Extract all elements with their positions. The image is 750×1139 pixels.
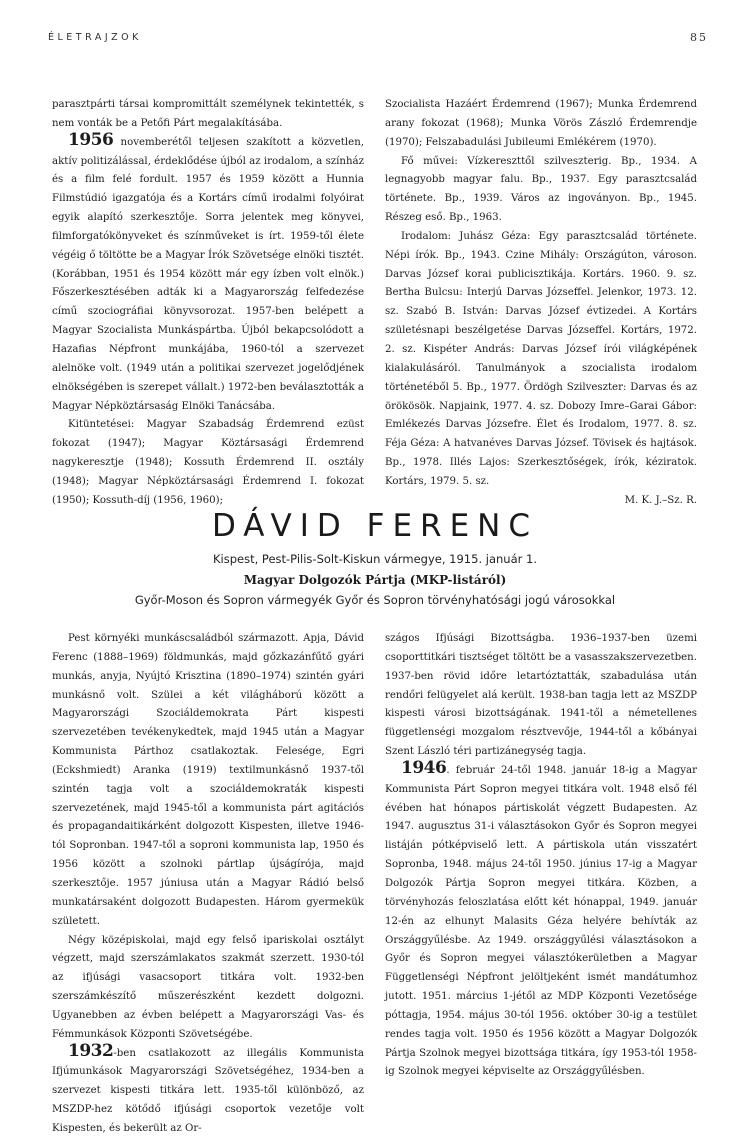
paragraph <box>52 630 364 932</box>
paragraph-text: parasztpárti társai kompromittált személynek tekintették, s nem vonták be a Petőfi Párt megalakításába. <box>52 99 364 129</box>
paragraph-text: szágos Ifjúsági Bizottságba. 1936–1937-ben üzemi csoporttitkári tisztséget töltött be a vasasszakszervezetben. 1937-ben rövid időre letartóztatták, szabadulása után rendőri felügyelet alá került. 1938-ban tagja lett az MSZDP kispesti városi bizottságának. 1941-től a németellenes függetlenségi mozgalom résztvevője, 1944-től a kőbányai Szent László téri partizánegység tagja. <box>385 633 697 758</box>
entry-right-column <box>385 630 697 1082</box>
prev-entry-right-column <box>385 96 697 511</box>
entry-title: DÁVID FERENC <box>211 508 538 544</box>
paragraph-text: . február 24-től 1948. január 18-ig a Magyar Kommunista Párt Sopron megyei titkára volt. 1948 első fél évében hat hónapos pártiskolát végzett Budapesten. Az 1947. augusztus 31-i választásokon Győr és Sopron megyei listáján pótképviselő lett. A pártiskola után visszatért Sopronba, 1948. május 24-től 1950. június 17-ig a Magyar Dolgozók Pártja Sopron megyei titkára. Közben, a törvényhozás feloszlatása előtt két hónappal, 1949. január 12-én az elhunyt Malasits Géza helyére behívták az Országgyűlésbe. Az 1949. országgyűlési választásokon a Győr és Sopron megyei választókerületben a Magyar Függetlenségi Népfront jelöltjeként ismét mandátumhoz jutott. 1951. március 1-jétől az MDP Központi Vezetősége póttagja, 1954. május 30-tól 1956. október 30-ig a testület rendes tagja volt. 1950 és 1956 között a Magyar Dolgozók Pártja Szolnok megyei bizottsága titkára, így 1953-tól 1958-ig Szolnok megyei képviselte az Országgyűlésben. <box>385 764 697 1078</box>
year-initial: 1956 <box>68 129 114 150</box>
paragraph: Irodalom: Juhász Géza: Egy parasztcsalád története. Népi írók. Bp., 1943. Czine Mihály: Országúton, városon. Darvas József korai publicisztikája. Kortárs. 1960. 9. sz. Bertha Bulcsu: Interjú Darvas Józseffel. Jelenkor, 1973. 12. sz. Szabó B. István: Darvas József évtizedei. A Kortárs születésnapi beszélgetése Darvas Józseffel. Kortárs, 1972. 2. sz. Kispéter András: Darvas József írói világképének kialakulásáról. Tanulmányok a szocialista irodalom történetéből 5. Bp., 1977. Ördögh Szilveszter: Darvas és az örökösök. Napjaink, 1977. 4. sz. Dobozy Imre–Garai Gábor: Emlékezés Darvas Józsefre. Élet és Irodalom, 1977. 8. sz. Féja Géza: A hatvanéves Darvas József. Tövisek és hajtások. Bp., 1978. Illés Lajos: Szerkesztőségek, írók, kéziratok. Kortárs, 1979. 5. sz. <box>385 230 697 487</box>
party-line: Magyar Dolgozók Pártja (MKP-listáról) <box>243 573 507 587</box>
birth-line: Kispest, Pest-Pilis-Solt-Kiskun vármegye, 1915. január 1. <box>213 552 537 566</box>
paragraph <box>385 757 697 1082</box>
prev-entry-left-column <box>52 96 364 511</box>
paragraph <box>52 1040 364 1139</box>
district-line: Győr-Moson és Sopron vármegyék Győr és Sopron törvényhatósági jogú városokkal <box>134 593 616 607</box>
paragraph <box>385 630 697 762</box>
paragraph <box>52 932 364 1045</box>
author-signature: M. K. J.–Sz. R. <box>624 494 697 506</box>
running-head: ÉLETRAJZOK <box>48 32 142 43</box>
paragraph <box>52 96 364 134</box>
year-initial: 1946 <box>401 757 447 778</box>
paragraph <box>52 129 364 417</box>
paragraph-text: -ben csatlakozott az illegális Kommunista Ifjúmunkások Magyarországi Szövetségéhez, 1934-ben a szervezet kispesti titkára lett. 1935-től különböző, az MSZDP-hez kötődő ifjúsági csoportok vezetője volt Kispesten, és bekerült az Or- <box>52 1047 364 1134</box>
paragraph <box>52 416 364 510</box>
paragraph-text: novemberétől teljesen szakított a közvetlen, aktív politizálással, érdeklődése újból az irodalom, a színház és a film felé fordult. 1957 és 1959 között a Hunnia Filmstúdió igazgatója és a Kortárs című irodalmi folyóirat egyik alapító szerkesztője. Sorra jelentek meg könyvei, filmforgatókönyveket és színműveket is írt. 1959-től élete végéig ő töltötte be a Magyar Írók Szövetsége elnöki tisztét. (Korábban, 1951 és 1954 között már egy ízben volt elnök.) Főszerkesztésében adták ki a Magyarország felfedezése című szociográfiai könyvsorozat. 1957-ben belépett a Magyar Szocialista Munkáspártba. Újból bekapcsolódott a Hazafias Népfront munkájába, 1960-tól a szervezet alelnöke volt. (1949 után a politikai szervezet jogelődjének elnökségében is szerepet vállalt.) 1972-ben beválasztották a Magyar Népköztársaság Elnöki Tanácsába. <box>52 136 364 412</box>
page-number: 85 <box>690 31 708 44</box>
entry-left-column <box>52 630 364 1139</box>
paragraph-text: Kitüntetései: Magyar Szabadság Érdemrend ezüst fokozat (1947); Magyar Köztársasági Érdemrend nagykeresztje (1948); Kossuth Érdemrend II. osztály (1948); Magyar Népköztársasági Érdemrend I. fokozat (1950); Kossuth-díj (1956, 1960); <box>52 419 364 506</box>
paragraph-text: Négy középiskolai, majd egy felső ipariskolai osztályt végzett, majd szerszámlakatos szakmát szerzett. 1930-tól az ifjúsági vasacsoport titkára volt. 1932-ben szerszámkészítő műszerészként kezdett dolgozni. Ugyanebben az évben belépett a Magyarországi Vas- és Fémmunkások Központi Szövetségébe. <box>52 934 364 1040</box>
year-initial: 1932 <box>68 1040 114 1061</box>
paragraph: Fő művei: Vízkereszttől szilveszterig. Bp., 1934. A legnagyobb magyar falu. Bp., 1937. Egy parasztcsalád története. Bp., 1939. Város az ingoványon. Bp., 1945. Részeg eső. Bp., 1963. <box>385 155 697 224</box>
paragraph: Szocialista Hazáért Érdemrend (1967); Munka Érdemrend arany fokozat (1968); Munka Vörös Zászló Érdemrendje (1970); Felszabadulási Jubileumi Emlékérem (1970). <box>385 99 697 148</box>
paragraph-text: Pest környéki munkáscsaládból származott. Apja, Dávid Ferenc (1888–1969) földmunkás, majd gőzkazánfűtő gyári munkás, anyja, Nyújtó Krisztina (1890–1974) szintén gyári munkásnő volt. Szülei a két világháború között a Magyarországi Szociáldemokrata Párt kispesti szervezetében tevékenykedtek, majd 1945 után a Magyar Kommunista Párthoz csatlakoztak. Felesége, Egri (Eckshmiedt) Aranka (1919) textilmunkásnő 1937-től szintén tagja volt a szociáldemokraták kispesti szervezetének, majd 1945-től a kommunista párt agitációs és propagandaitikárként dolgozott Kispesten, illetve 1946-tól Sopronban. 1947-től a soproni kommunista lap, 1950 és 1956 között a szolnoki pártlap újságírója, majd szerkesztője. 1957 júniusa után a Magyar Rádió belső munkatársaként dolgozott Budapesten. Három gyermekük született. <box>52 633 364 927</box>
